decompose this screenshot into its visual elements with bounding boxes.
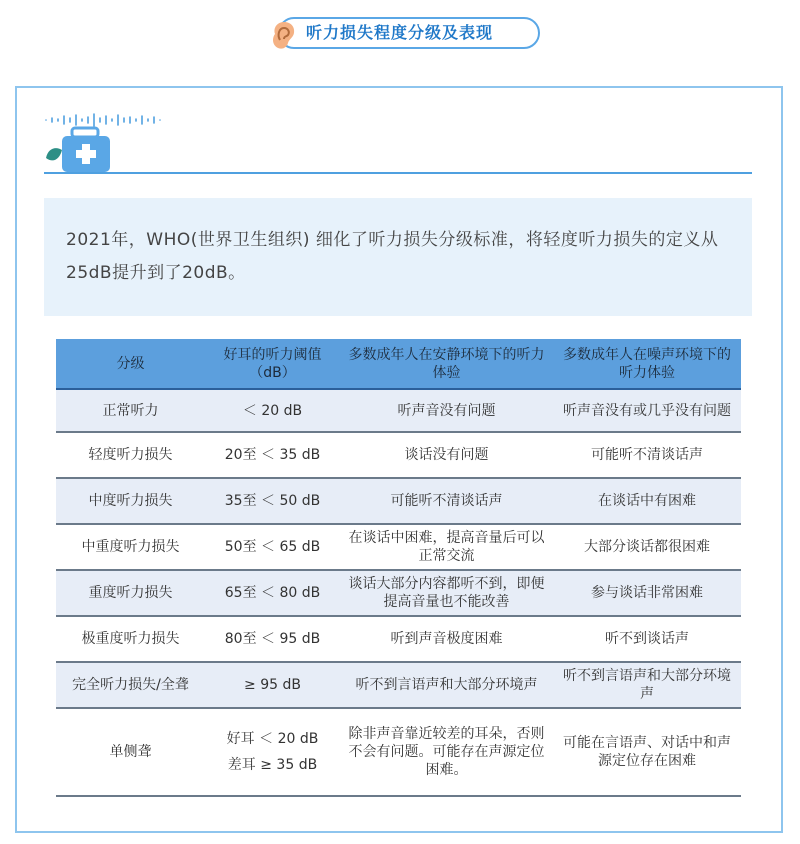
cell-quiet: 听声音没有问题 [340,389,553,432]
intro-box [44,198,752,316]
cell-noise: 在谈话中有困难 [553,478,741,524]
cell-noise: 可能在言语声、对话中和声源定位存在困难 [553,708,741,796]
hearing-loss-table [56,339,741,797]
cell-threshold: 50至 ＜ 65 dB [205,524,340,570]
cell-quiet: 听不到言语声和大部分环境声 [340,662,553,708]
header-quiet: 多数成年人在安静环境下的听力体验 [340,339,553,389]
cell-grade: 中重度听力损失 [56,524,205,570]
cell-threshold: 80至 ＜ 95 dB [205,616,340,662]
table-row [56,708,741,796]
cell-quiet: 谈话没有问题 [340,432,553,478]
cell-noise: 可能听不清谈话声 [553,432,741,478]
table-header-row [56,339,741,389]
cell-grade: 单侧聋 [56,708,205,796]
cell-grade: 完全听力损失/全聋 [56,662,205,708]
table-row [56,616,741,662]
header-grade: 分级 [56,339,205,389]
table-row [56,662,741,708]
cell-noise: 听声音没有或几乎没有问题 [553,389,741,432]
cell-noise: 参与谈话非常困难 [553,570,741,616]
table-row [56,389,741,432]
cell-grade: 重度听力损失 [56,570,205,616]
cell-quiet: 可能听不清谈话声 [340,478,553,524]
cell-threshold: 35至 ＜ 50 dB [205,478,340,524]
ear-icon [266,18,300,52]
cell-quiet: 除非声音靠近较差的耳朵，否则不会有问题。可能存在声源定位困难。 [340,708,553,796]
table-row [56,478,741,524]
cell-threshold [205,708,340,796]
page-title: 听力损失程度分级及表现 [306,23,494,42]
cell-threshold: 20至 ＜ 35 dB [205,432,340,478]
cell-grade: 正常听力 [56,389,205,432]
table-row [56,432,741,478]
cell-noise: 听不到言语声和大部分环境声 [553,662,741,708]
cell-grade: 中度听力损失 [56,478,205,524]
header-threshold: 好耳的听力阈值（dB） [205,339,340,389]
medical-kit-icon [44,124,116,176]
cell-quiet: 在谈话中困难，提高音量后可以正常交流 [340,524,553,570]
cell-grade: 轻度听力损失 [56,432,205,478]
cell-threshold: 65至 ＜ 80 dB [205,570,340,616]
threshold-bad-ear: 差耳 ≥ 35 dB [227,757,318,773]
cell-threshold: ＜ 20 dB [205,389,340,432]
cell-threshold: ≥ 95 dB [205,662,340,708]
header-noise: 多数成年人在噪声环境下的听力体验 [553,339,741,389]
threshold-good-ear: 好耳 ＜ 20 dB [226,731,319,747]
cell-quiet: 谈话大部分内容都听不到，即便提高音量也不能改善 [340,570,553,616]
intro-text: 2021年，WHO(世界卫生组织) 细化了听力损失分级标准，将轻度听力损失的定义从25dB提升到了20dB。 [66,230,719,283]
cell-quiet: 听到声音极度困难 [340,616,553,662]
table-row [56,570,741,616]
divider [44,172,752,174]
cell-noise: 大部分谈话都很困难 [553,524,741,570]
leaf-icon [46,148,62,160]
cell-noise: 听不到谈话声 [553,616,741,662]
cell-grade: 极重度听力损失 [56,616,205,662]
table-row [56,524,741,570]
